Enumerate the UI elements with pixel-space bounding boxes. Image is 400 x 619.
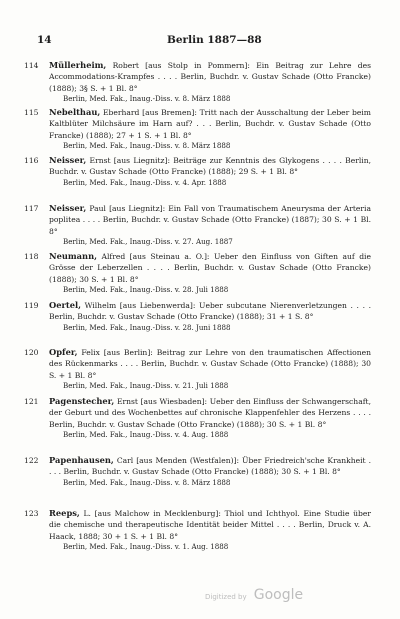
entry-text: Carl [aus Menden (Westfalen)]: Über Friedreich'sche Krankheit . . . . Berlin, Buchdr. v. Gustav Schade (Otto Francke) (1888); 30 S. + 1 Bl. 8°	[49, 456, 371, 477]
running-header	[37, 34, 367, 48]
entry-text: Alfred [aus Steinau a. O.]: Ueber den Einfluss von Giften auf die Grösse der Leberzellen . . . . Berlin, Buchdr. v. Gustav Schade (Otto Francke) (1888); 30 S. + 1 Bl. 8°	[49, 252, 371, 284]
bibliography-entry	[24, 508, 371, 552]
author-name: Neumann,	[49, 251, 98, 261]
dissertation-note: Berlin, Med. Fak., Inaug.-Diss. v. 8. März 1888	[63, 93, 231, 103]
entry-number: 115	[24, 108, 39, 117]
entry-body	[49, 347, 371, 381]
entry-number: 119	[24, 301, 39, 310]
dissertation-note: Berlin, Med. Fak., Inaug.-Diss. v. 21. Juli 1888	[63, 380, 229, 390]
entry-body	[49, 251, 371, 285]
entry-text: Eberhard [aus Bremen]: Tritt nach der Ausschaltung der Leber beim Kaltblüter Milchsäure im Harn auf? . . . Berlin, Buchdr. v. Gustav Schade (Otto Francke) (1888); 27 + 1 S. + 1 Bl. 8°	[49, 108, 371, 140]
entry-body	[49, 203, 371, 237]
entry-body	[49, 508, 371, 542]
entry-number: 116	[24, 156, 39, 165]
entry-number: 117	[24, 204, 39, 213]
entry-body	[49, 300, 371, 323]
dissertation-note: Berlin, Med. Fak., Inaug.-Diss. v. 1. Aug. 1888	[63, 541, 229, 551]
dissertation-note: Berlin, Med. Fak., Inaug.-Diss. v. 4. Aug. 1888	[63, 429, 229, 439]
dissertation-note: Berlin, Med. Fak., Inaug.-Diss. v. 28. Juli 1888	[63, 284, 229, 294]
dissertation-note: Berlin, Med. Fak., Inaug.-Diss. v. 8. März 1888	[63, 140, 231, 150]
entry-text: Ernst [aus Wiesbaden]: Ueber den Einfluss der Schwangerschaft, der Geburt und des Wochenbettes auf chronische Klappenfehler des Herzens . . . . Berlin, Buchdr. v. Gustav Schade (Otto Francke) (1888); 30 S. + 1 Bl. 8°	[49, 397, 371, 429]
entry-text: Robert [aus Stolp in Pommern]: Ein Beitrag zur Lehre des Accommodations-Krampfes . . . . Berlin, Buchdr. v. Gustav Schade (Otto Francke) (1888); 3§ S. + 1 Bl. 8°	[49, 61, 371, 93]
entry-number: 121	[24, 397, 39, 406]
dissertation-note: Berlin, Med. Fak., Inaug.-Diss. v. 8. März 1888	[63, 477, 231, 487]
bibliography-entry	[24, 455, 371, 488]
bibliography-entry	[24, 60, 371, 104]
dissertation-note: Berlin, Med. Fak., Inaug.-Diss. v. 27. Aug. 1887	[63, 236, 233, 246]
entry-body	[49, 455, 371, 478]
bibliography-entry	[24, 251, 371, 295]
entry-number: 122	[24, 456, 39, 465]
author-name: Neisser,	[49, 155, 87, 165]
page-number: 14	[37, 34, 52, 46]
bibliography-entry	[24, 203, 371, 247]
dissertation-note: Berlin, Med. Fak., Inaug.-Diss. v. 4. Apr. 1888	[63, 177, 227, 187]
author-name: Oertel,	[49, 300, 82, 310]
google-logo: Google	[253, 587, 304, 603]
dissertation-note: Berlin, Med. Fak., Inaug.-Diss. v. 28. Juni 1888	[63, 322, 231, 332]
bibliography-entry	[24, 300, 372, 333]
entry-number: 123	[24, 509, 39, 518]
entry-text: Wilhelm [aus Liebenwerda]: Ueber subcutane Nierenverletzungen . . . . Berlin, Buchdr. v. Gustav Schade (Otto Francke) (1888); 31 + 1 S. 8°	[49, 301, 372, 322]
bibliography-entry	[24, 155, 371, 188]
author-name: Pagenstecher,	[49, 396, 115, 406]
entry-number: 118	[24, 252, 39, 261]
author-name: Nebelthau,	[49, 107, 101, 117]
entry-text: L. [aus Malchow in Mecklenburg]: Thiol und Ichthyol. Eine Studie über die chemische und therapeutische Identität beider Mittel . . . . Berlin, Druck v. A. Haack, 1888; 30 + 1 S. + 1 Bl. 8°	[49, 509, 371, 541]
entry-body	[49, 155, 371, 178]
digitized-label: Digitized by	[205, 593, 247, 601]
entry-body	[49, 107, 371, 141]
bibliography-entry	[24, 396, 371, 440]
entry-text: Paul [aus Liegnitz]: Ein Fall von Traumatischem Aneurysma der Arteria poplitea . . . . Berlin, Buchdr. v. Gustav Schade (Otto Francke) (1887); 30 S. + 1 Bl. 8°	[49, 204, 371, 236]
bibliography-entry	[24, 347, 371, 391]
digitized-by-google-watermark	[205, 584, 303, 603]
author-name: Opfer,	[49, 347, 78, 357]
entry-text: Ernst [aus Liegnitz]: Beiträge zur Kenntnis des Glykogens . . . . Berlin, Buchdr. v. Gustav Schade (Otto Francke) (1888); 29 S. + 1 Bl. 8°	[49, 156, 371, 177]
author-name: Müllerheim,	[49, 60, 107, 70]
page-title: Berlin 1887—88	[167, 34, 262, 46]
entry-text: Felix [aus Berlin]: Beitrag zur Lehre von den traumatischen Affectionen des Rückenmarks . . . . Berlin, Buchdr. v. Gustav Schade (Otto Francke) (1888); 30 S. + 1 Bl. 8°	[49, 348, 371, 380]
author-name: Papenhausen,	[49, 455, 114, 465]
author-name: Reeps,	[49, 508, 80, 518]
author-name: Neisser,	[49, 203, 87, 213]
entry-number: 120	[24, 348, 39, 357]
entry-body	[49, 60, 371, 94]
bibliography-entry	[24, 107, 371, 151]
entry-body	[49, 396, 371, 430]
entry-number: 114	[24, 61, 39, 70]
